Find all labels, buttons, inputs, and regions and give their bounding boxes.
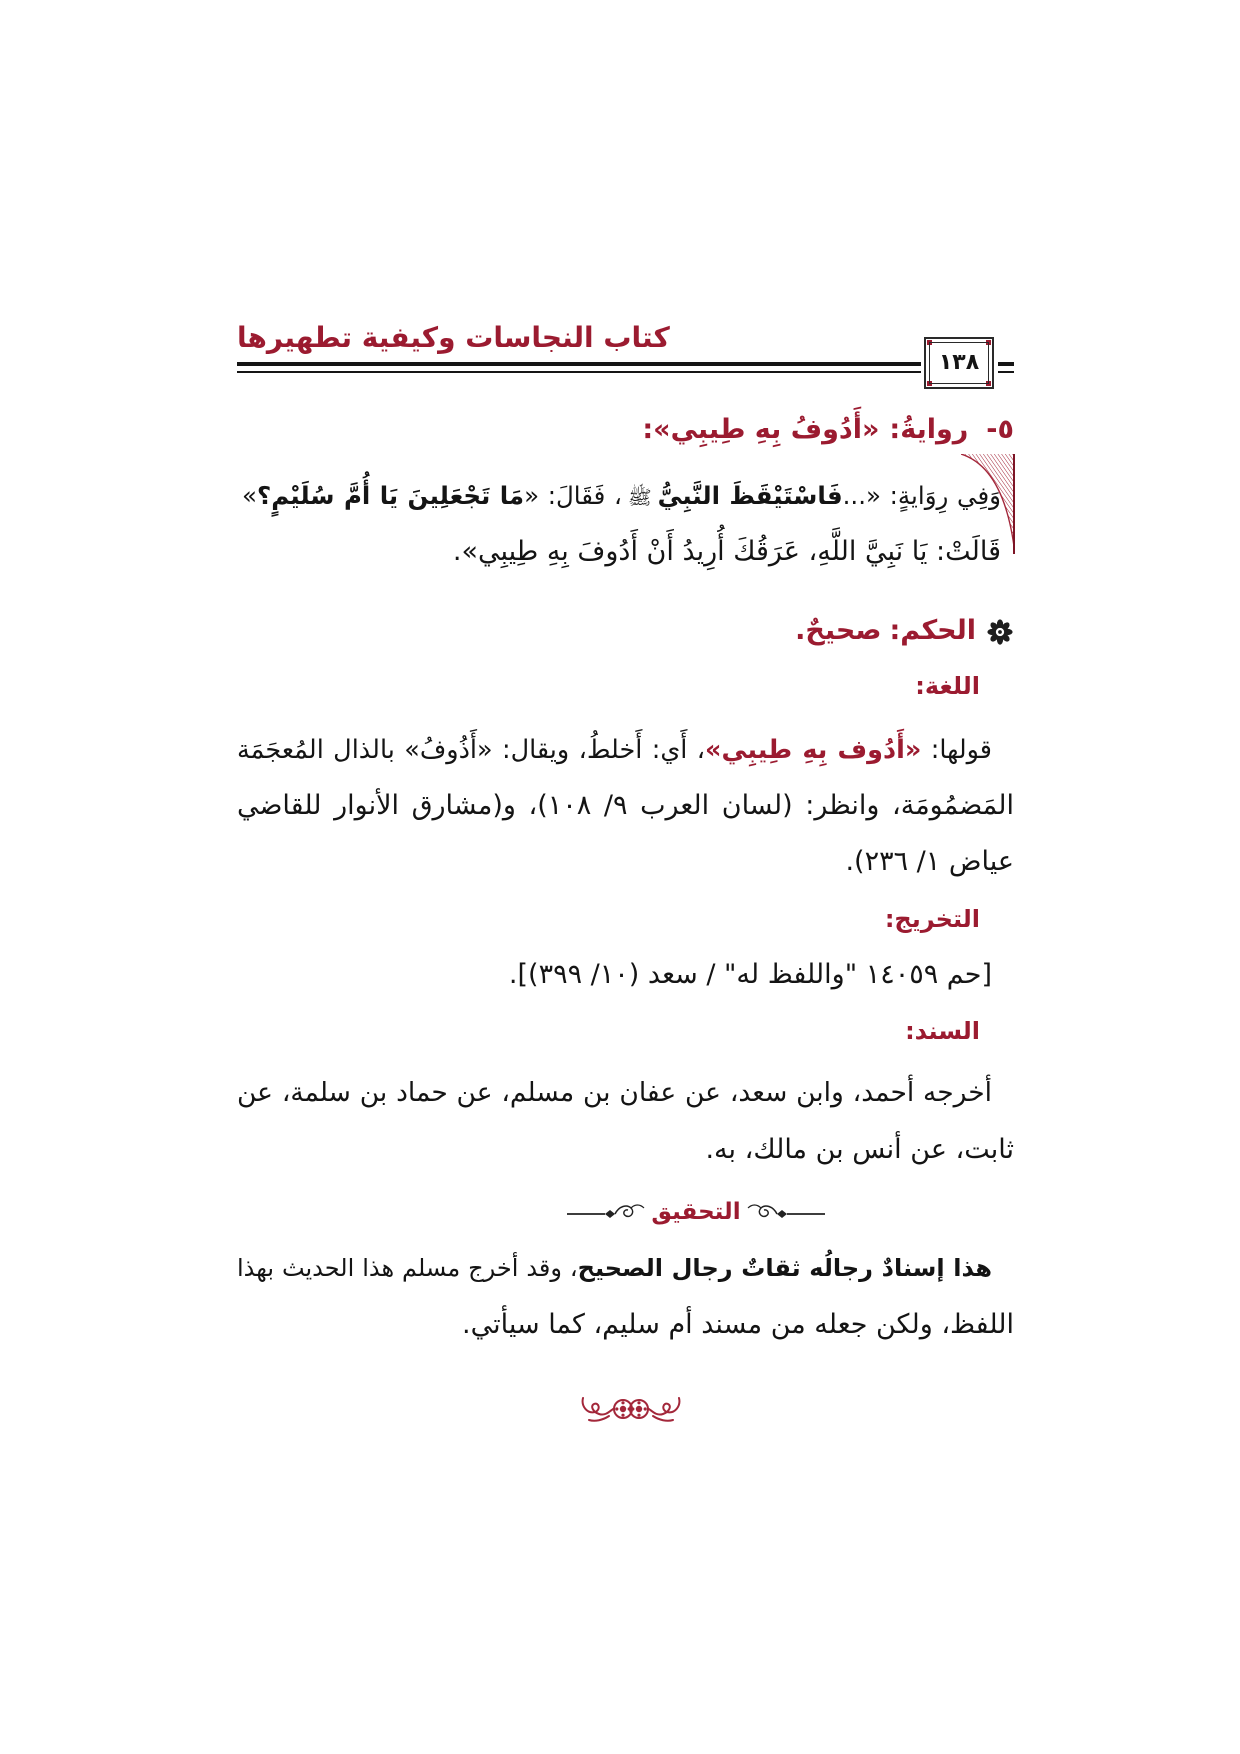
ornate-frame-icon bbox=[929, 342, 989, 384]
tahqiq-text: ، وقد أخرج مسلم هذا الحديث بهذا bbox=[237, 1254, 578, 1282]
riwaya-intro: وَفِي رِوَايةٍ: «... bbox=[842, 481, 1001, 510]
hukm-label: الحكم: bbox=[889, 615, 976, 646]
lugha-text: ، أَي: أَخلطُ، ويقال: «أَذُوفُ» بالذال المُعجَمَة bbox=[237, 735, 706, 765]
flower-icon bbox=[986, 618, 1014, 646]
page-number-box bbox=[924, 337, 994, 389]
section-number: ٥- bbox=[986, 414, 1014, 445]
riwaya-bold-question: مَا تَجْعَلِينَ يَا أُمَّ سُلَيْمٍ؟ bbox=[257, 481, 525, 510]
hukm-value: صحيحٌ. bbox=[795, 615, 882, 646]
rosette-ornament-icon bbox=[579, 1390, 683, 1428]
takhrij-line: [حم ١٤٠٥٩ "واللفظ له" / سعد (١٠/ ٣٩٩)]. bbox=[508, 959, 992, 990]
header-rule-end bbox=[998, 362, 1014, 373]
tahqiq-heading: التحقيق bbox=[651, 1199, 741, 1225]
lugha-line bbox=[237, 722, 1014, 778]
tahqiq-bold-verdict: هذا إسنادٌ رجالُه ثقاتٌ رجال الصحيح bbox=[577, 1254, 992, 1282]
section-label: روايةُ: bbox=[889, 414, 969, 445]
lugha-line: عياض ١/ ٢٣٦). bbox=[845, 846, 1014, 877]
lugha-line: المَضمُومَة، وانظر: (لسان العرب ٩/ ١٠٨)، و(مشارق الأنوار للقاضي bbox=[237, 790, 1014, 821]
tahqiq-divider bbox=[575, 1190, 817, 1234]
riwaya-line: قَالَتْ: يَا نَبِيَّ اللَّهِ، عَرَقُكَ أُرِيدُ أَنْ أَدُوفَ بِهِ طِيبِي». bbox=[452, 536, 1001, 567]
sanad-heading: السند: bbox=[905, 1017, 980, 1045]
riwaya-text: ، فَقَالَ: « bbox=[524, 481, 622, 510]
tahqiq-line: اللفظ، ولكن جعله من مسند أم سليم، كما سيأتي. bbox=[462, 1309, 1014, 1340]
swirl-ornament-icon bbox=[567, 1192, 645, 1232]
header-rule bbox=[237, 362, 921, 373]
tahqiq-line bbox=[237, 1240, 1014, 1296]
lugha-quoted-phrase: «أَدُوف بِهِ طِيبِي» bbox=[705, 735, 922, 765]
swirl-ornament-icon bbox=[747, 1192, 825, 1232]
page-number: ١٣٨ bbox=[938, 350, 980, 375]
hukm-line bbox=[237, 603, 1014, 659]
riwaya-line bbox=[242, 468, 1001, 526]
lugha-intro: قولها: bbox=[921, 735, 992, 765]
sanad-line: أخرجه أحمد، وابن سعد، عن عفان بن مسلم، عن حماد بن سلمة، عن bbox=[237, 1077, 992, 1108]
riwaya-bold-phrase: فَاسْتَيْقَظَ النَّبِيُّ bbox=[657, 481, 843, 510]
section-quote: «أَدُوفُ بِهِ طِيبِي»: bbox=[642, 414, 880, 445]
section-heading bbox=[237, 402, 1014, 458]
sanad-line: ثابت، عن أنس بن مالك، به. bbox=[705, 1134, 1014, 1165]
lugha-heading: اللغة: bbox=[915, 672, 980, 700]
running-title: كتاب النجاسات وكيفية تطهيرها bbox=[237, 321, 670, 354]
honorific-glyph: ﷺ bbox=[627, 486, 652, 509]
riwaya-close-quote: » bbox=[242, 481, 257, 510]
takhrij-heading: التخريج: bbox=[884, 905, 980, 933]
